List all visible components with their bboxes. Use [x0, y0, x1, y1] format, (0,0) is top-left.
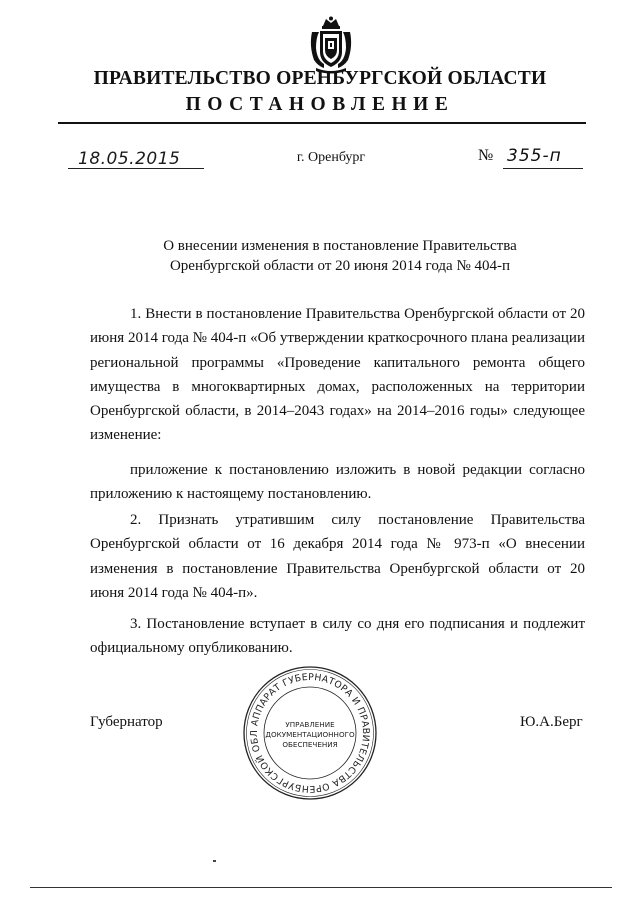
document-type-heading: ПОСТАНОВЛЕНИЕ — [185, 94, 455, 115]
paragraph-2: 2. Признать утратившим силу постановление Правительства Оренбургской области от 16 декабря 2014 года № 973-п «О внесении изменения в постановление Правительства Оренбургской области от 20 июня 2014 года № 404-п». — [90, 512, 585, 601]
signatory-title: Губернатор — [90, 714, 163, 730]
number-label: № — [478, 147, 494, 164]
subject-line-2: Оренбургской области от 20 июня 2014 года № 404-п — [169, 258, 511, 274]
paragraph-1-continuation: приложение к постановлению изложить в новой редакции согласно приложению к настоящему постановлению. — [90, 462, 585, 503]
paragraph-3: 3. Постановление вступает в силу со дня его подписания и подлежит официальному опубликованию. — [90, 616, 585, 657]
stamp-line-1: УПРАВЛЕНИЕ — [285, 720, 335, 729]
header-divider — [58, 122, 586, 124]
paragraph-1: 1. Внести в постановление Правительства Оренбургской области от 20 июня 2014 года № 404-п «Об утверждении краткосрочного плана реализации региональной программы «Проведение капитального ремонта общего имущества в многоквартирных домах, расположенных на территории Оренбургской области, в 2014–2043 годах» на 2014–2016 годы» следующее изменение: — [90, 306, 585, 444]
document-city: г. Оренбург — [296, 150, 366, 165]
stamp-ring-text: АППАРАТ ГУБЕРНАТОРА И ПРАВИТЕЛЬСТВА ОРЕНБУРГСКОЙ ОБЛ — [248, 671, 372, 795]
document-subject — [0, 236, 640, 276]
footer-divider — [30, 887, 612, 888]
document-date: 18.05.2015 — [78, 149, 181, 169]
official-stamp — [241, 664, 379, 802]
number-underline — [503, 168, 583, 169]
subject-line-1: О внесении изменения в постановление Правительства — [163, 238, 517, 254]
signatory-name: Ю.А.Берг — [520, 714, 583, 730]
date-underline — [68, 168, 204, 169]
stamp-line-3: ОБЕСПЕЧЕНИЯ — [282, 740, 338, 749]
document-number: 355-п — [507, 146, 562, 166]
stamp-line-2: ДОКУМЕНТАЦИОННОГО — [265, 730, 355, 739]
government-title: ПРАВИТЕЛЬСТВО ОРЕНБУРГСКОЙ ОБЛАСТИ — [93, 68, 547, 89]
scan-speck — [213, 860, 216, 862]
coat-of-arms-icon — [308, 16, 354, 74]
